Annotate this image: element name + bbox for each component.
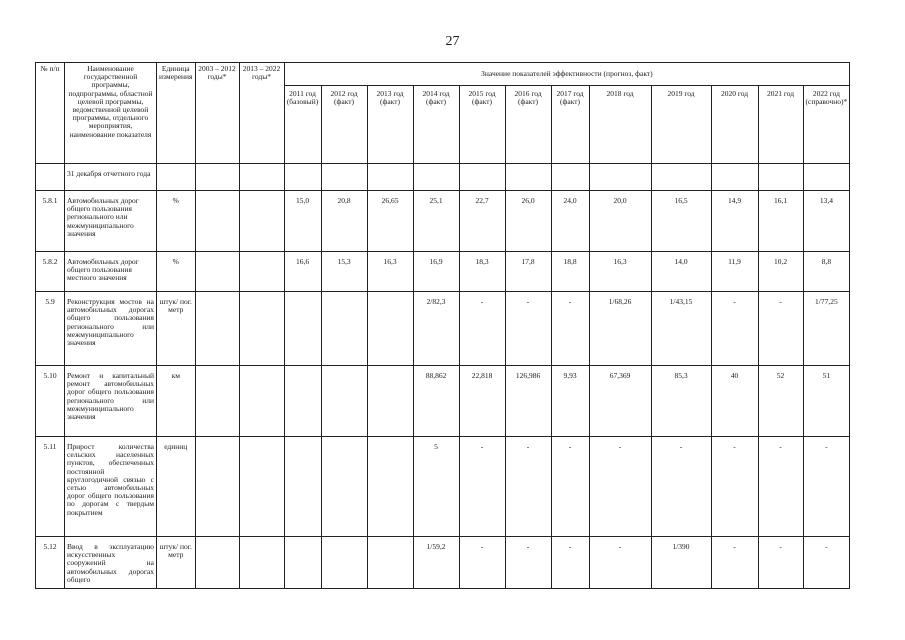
- row-value: 1/59,2: [413, 537, 459, 589]
- row-value: 25,1: [413, 191, 459, 252]
- row-unit: штук/ пог. метр: [157, 537, 196, 589]
- header-year: 2011 год (базовый): [284, 86, 321, 164]
- row-value: 126,986: [505, 366, 551, 437]
- row-value: -: [711, 437, 758, 537]
- row-value: 2/82,3: [413, 292, 459, 366]
- row-value: 22,818: [459, 366, 505, 437]
- continuation-text: 31 декабря отчетного года: [65, 164, 157, 191]
- row-value: 17,8: [505, 252, 551, 292]
- row-value: 14,0: [651, 252, 711, 292]
- row-value: -: [803, 437, 850, 537]
- table-row: [36, 191, 850, 252]
- header-year: 2016 год (факт): [505, 86, 551, 164]
- row-value: -: [758, 292, 803, 366]
- row-value: -: [711, 292, 758, 366]
- row-num: 5.8.1: [36, 191, 65, 252]
- row-period-2: [239, 292, 284, 366]
- row-period-1: [195, 292, 239, 366]
- header-year: 2014 год (факт): [413, 86, 459, 164]
- row-value: 11,9: [711, 252, 758, 292]
- header-year: 2015 год (факт): [459, 86, 505, 164]
- row-value: 1/77,25: [803, 292, 850, 366]
- row-value: 1/68,26: [589, 292, 651, 366]
- row-value: 20,8: [321, 191, 367, 252]
- row-period-1: [195, 252, 239, 292]
- row-value: 40: [711, 366, 758, 437]
- table-row: [36, 537, 850, 589]
- table-row: [36, 366, 850, 437]
- row-value: 16,3: [589, 252, 651, 292]
- row-value: -: [711, 537, 758, 589]
- row-value: 16,1: [758, 191, 803, 252]
- continuation-row: [36, 164, 850, 191]
- row-value: -: [551, 292, 589, 366]
- header-year: 2021 год: [758, 86, 803, 164]
- row-period-2: [239, 191, 284, 252]
- row-value: 67,369: [589, 366, 651, 437]
- header-year: 2019 год: [651, 86, 711, 164]
- row-value: [367, 292, 413, 366]
- header-period-2003-2012: 2003 – 2012 годы*: [195, 63, 239, 164]
- row-value: -: [505, 437, 551, 537]
- row-value: 15,0: [284, 191, 321, 252]
- row-value: [284, 366, 321, 437]
- row-value: 18,8: [551, 252, 589, 292]
- row-value: 51: [803, 366, 850, 437]
- row-value: 22,7: [459, 191, 505, 252]
- row-value: [367, 366, 413, 437]
- row-value: 26,65: [367, 191, 413, 252]
- header-year: 2017 год (факт): [551, 86, 589, 164]
- row-value: 24,0: [551, 191, 589, 252]
- row-name: Прирост количества сельских населенных пунктов, обеспеченных постоянной круглогодичной связью с сетью автомобильных дорог общего пользования по дорогам с твердым покрытием: [65, 437, 157, 537]
- row-value: 14,9: [711, 191, 758, 252]
- row-value: 16,3: [367, 252, 413, 292]
- row-period-2: [239, 537, 284, 589]
- performance-indicators-table: [35, 62, 850, 589]
- row-num: 5.11: [36, 437, 65, 537]
- row-value: [321, 292, 367, 366]
- row-num: 5.9: [36, 292, 65, 366]
- row-value: [321, 437, 367, 537]
- row-value: 88,862: [413, 366, 459, 437]
- row-value: 13,4: [803, 191, 850, 252]
- row-value: 16,6: [284, 252, 321, 292]
- row-period-1: [195, 437, 239, 537]
- row-value: 10,2: [758, 252, 803, 292]
- row-period-2: [239, 366, 284, 437]
- row-value: 85,3: [651, 366, 711, 437]
- header-year: 2022 год (справочно)*: [803, 86, 850, 164]
- header-num: № п/п: [36, 63, 65, 164]
- row-value: 15,3: [321, 252, 367, 292]
- row-value: 5: [413, 437, 459, 537]
- header-period-2013-2022: 2013 – 2022 годы*: [239, 63, 284, 164]
- row-value: -: [589, 437, 651, 537]
- header-year: 2012 год (факт): [321, 86, 367, 164]
- row-value: -: [651, 437, 711, 537]
- row-name: Ремонт и капитальный ремонт автомобильных дорог общего пользования регионального или межмуниципального значения: [65, 366, 157, 437]
- row-value: -: [758, 437, 803, 537]
- row-num: 5.10: [36, 366, 65, 437]
- header-unit: Единица измерения: [157, 63, 196, 164]
- row-value: 9,93: [551, 366, 589, 437]
- row-value: 26,0: [505, 191, 551, 252]
- row-unit: км: [157, 366, 196, 437]
- row-value: -: [505, 537, 551, 589]
- row-name: Реконструкция мостов на автомобильных дорогах общего пользования регионального или межмуниципального значения: [65, 292, 157, 366]
- row-period-1: [195, 537, 239, 589]
- header-name: Наименование государственной программы, подпрограммы, областной целевой программы, ведомственной целевой программы, отдельного мероприятия, наименование показателя: [65, 63, 157, 164]
- row-period-1: [195, 191, 239, 252]
- row-unit: штук/ пог. метр: [157, 292, 196, 366]
- row-value: 20,0: [589, 191, 651, 252]
- header-year: 2013 год (факт): [367, 86, 413, 164]
- row-value: [321, 537, 367, 589]
- table-row: [36, 292, 850, 366]
- row-value: [321, 366, 367, 437]
- row-value: 52: [758, 366, 803, 437]
- row-period-1: [195, 366, 239, 437]
- row-value: 1/43,15: [651, 292, 711, 366]
- row-period-2: [239, 252, 284, 292]
- row-value: [284, 292, 321, 366]
- row-value: -: [459, 292, 505, 366]
- row-value: 1/390: [651, 537, 711, 589]
- row-num: 5.12: [36, 537, 65, 589]
- header-row-1: [36, 63, 850, 86]
- table-row: [36, 437, 850, 537]
- row-value: -: [758, 537, 803, 589]
- row-value: -: [551, 437, 589, 537]
- header-year: 2020 год: [711, 86, 758, 164]
- row-value: -: [459, 437, 505, 537]
- row-value: -: [589, 537, 651, 589]
- row-value: 8,8: [803, 252, 850, 292]
- row-value: -: [459, 537, 505, 589]
- row-num: 5.8.2: [36, 252, 65, 292]
- row-unit: единиц: [157, 437, 196, 537]
- row-name: Автомобильных дорог общего пользования местного значения: [65, 252, 157, 292]
- row-value: [284, 437, 321, 537]
- page-number: 27: [445, 34, 460, 49]
- row-unit: %: [157, 191, 196, 252]
- row-value: -: [551, 537, 589, 589]
- row-name: Ввод в эксплуатацию искусственных сооружений на автомобильных дорогах общего: [65, 537, 157, 589]
- header-values-group: Значение показателей эффективности (прогноз, факт): [284, 63, 850, 86]
- row-value: 16,9: [413, 252, 459, 292]
- row-period-2: [239, 437, 284, 537]
- row-value: -: [505, 292, 551, 366]
- row-name: Автомобильных дорог общего пользования регионального или межмуниципального значения: [65, 191, 157, 252]
- row-value: [367, 537, 413, 589]
- row-unit: %: [157, 252, 196, 292]
- row-value: [284, 537, 321, 589]
- row-value: -: [803, 537, 850, 589]
- row-value: [367, 437, 413, 537]
- table-row: [36, 252, 850, 292]
- row-value: 16,5: [651, 191, 711, 252]
- row-value: 18,3: [459, 252, 505, 292]
- header-year: 2018 год: [589, 86, 651, 164]
